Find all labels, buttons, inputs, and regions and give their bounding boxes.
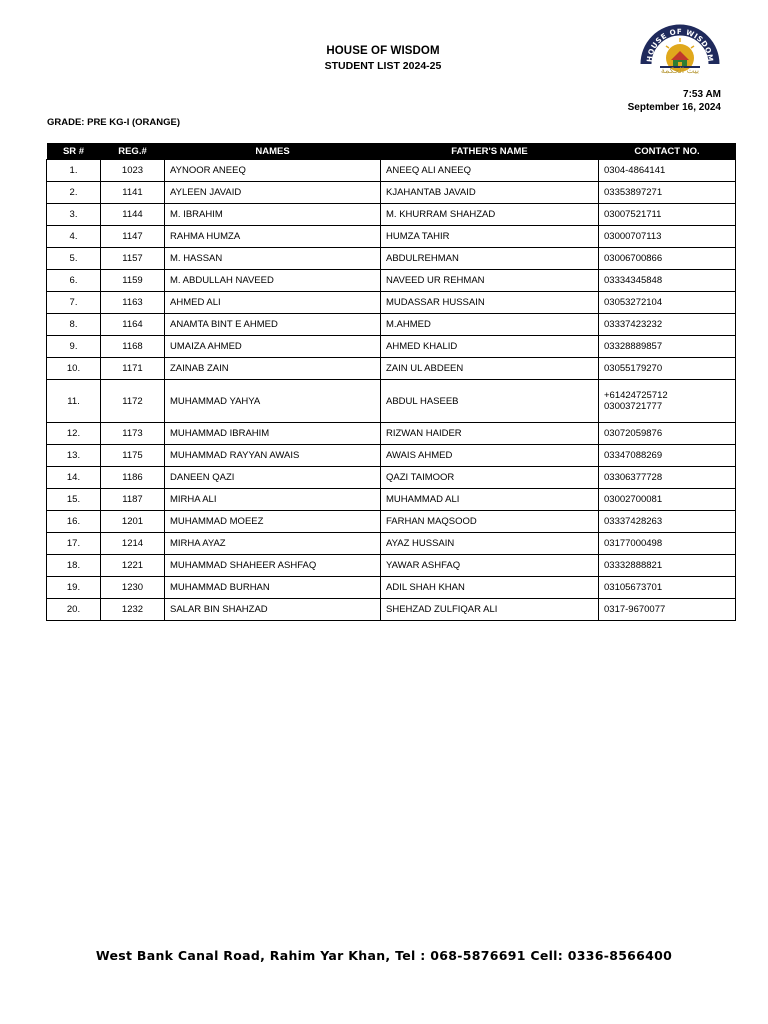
reg-cell: 1157 — [101, 248, 165, 270]
contact-cell — [599, 577, 736, 599]
reg-cell: 1147 — [101, 226, 165, 248]
sr-cell: 1. — [47, 160, 101, 182]
student-name-cell: AYLEEN JAVAID — [165, 182, 381, 204]
table-row — [47, 292, 736, 314]
contact-number: 03332888821 — [604, 560, 663, 571]
student-name-cell: UMAIZA AHMED — [165, 336, 381, 358]
table-row — [47, 599, 736, 621]
father-name-cell: HUMZA TAHIR — [381, 226, 599, 248]
reg-cell: 1187 — [101, 489, 165, 511]
column-header-father: FATHER'S NAME — [381, 143, 599, 160]
student-name-cell: ANAMTA BINT E AHMED — [165, 314, 381, 336]
student-name-cell: M. IBRAHIM — [165, 204, 381, 226]
reg-cell: 1201 — [101, 511, 165, 533]
student-name-cell: MIRHA AYAZ — [165, 533, 381, 555]
table-row — [47, 577, 736, 599]
reg-cell: 1164 — [101, 314, 165, 336]
print-time: 7:53 AM — [683, 89, 721, 100]
table-row — [47, 248, 736, 270]
father-name-cell: MUDASSAR HUSSAIN — [381, 292, 599, 314]
student-name-cell: MIRHA ALI — [165, 489, 381, 511]
student-name-cell: RAHMA HUMZA — [165, 226, 381, 248]
reg-cell: 1141 — [101, 182, 165, 204]
sr-cell: 9. — [47, 336, 101, 358]
contact-cell — [599, 248, 736, 270]
contact-cell — [599, 226, 736, 248]
student-name-cell: MUHAMMAD SHAHEER ASHFAQ — [165, 555, 381, 577]
svg-text:HOUSE OF WISDOM: HOUSE OF WISDOM — [644, 26, 716, 63]
contact-cell — [599, 533, 736, 555]
contact-cell — [599, 358, 736, 380]
table-row — [47, 555, 736, 577]
father-name-cell: KJAHANTAB JAVAID — [381, 182, 599, 204]
contact-cell — [599, 555, 736, 577]
sr-cell: 20. — [47, 599, 101, 621]
reg-cell: 1232 — [101, 599, 165, 621]
table-row — [47, 489, 736, 511]
student-name-cell: MUHAMMAD BURHAN — [165, 577, 381, 599]
sr-cell: 4. — [47, 226, 101, 248]
sr-cell: 15. — [47, 489, 101, 511]
reg-cell: 1172 — [101, 380, 165, 423]
contact-number: 03337423232 — [604, 319, 663, 330]
student-name-cell: M. HASSAN — [165, 248, 381, 270]
contact-number: 03072059876 — [604, 428, 663, 439]
table-row — [47, 380, 736, 423]
grade-label: GRADE: PRE KG-I (ORANGE) — [47, 117, 180, 128]
column-header-sr: SR # — [47, 143, 101, 160]
column-header-names: NAMES — [165, 143, 381, 160]
father-name-cell: RIZWAN HAIDER — [381, 423, 599, 445]
sr-cell: 19. — [47, 577, 101, 599]
father-name-cell: SHEHZAD ZULFIQAR ALI — [381, 599, 599, 621]
reg-cell: 1171 — [101, 358, 165, 380]
contact-number: 03055179270 — [604, 363, 663, 374]
contact-number: 03105673701 — [604, 582, 663, 593]
reg-cell: 1214 — [101, 533, 165, 555]
student-name-cell: MUHAMMAD YAHYA — [165, 380, 381, 423]
father-name-cell: ABDUL HASEEB — [381, 380, 599, 423]
reg-cell: 1023 — [101, 160, 165, 182]
reg-cell: 1163 — [101, 292, 165, 314]
contact-cell — [599, 314, 736, 336]
contact-number: 03334345848 — [604, 275, 663, 286]
father-name-cell: ZAIN UL ABDEEN — [381, 358, 599, 380]
table-row — [47, 204, 736, 226]
sr-cell: 12. — [47, 423, 101, 445]
column-header-reg: REG.# — [101, 143, 165, 160]
reg-cell: 1230 — [101, 577, 165, 599]
sr-cell: 13. — [47, 445, 101, 467]
student-list-table — [46, 143, 736, 621]
sr-cell: 8. — [47, 314, 101, 336]
table-header-row — [47, 143, 736, 160]
reg-cell: 1144 — [101, 204, 165, 226]
student-name-cell: MUHAMMAD IBRAHIM — [165, 423, 381, 445]
column-header-contact: CONTACT NO. — [599, 143, 736, 160]
student-name-cell: AYNOOR ANEEQ — [165, 160, 381, 182]
table-row — [47, 358, 736, 380]
father-name-cell: YAWAR ASHFAQ — [381, 555, 599, 577]
print-date: September 16, 2024 — [627, 102, 721, 113]
father-name-cell: M. KHURRAM SHAHZAD — [381, 204, 599, 226]
student-name-cell: MUHAMMAD RAYYAN AWAIS — [165, 445, 381, 467]
sr-cell: 2. — [47, 182, 101, 204]
contact-cell — [599, 599, 736, 621]
contact-cell — [599, 511, 736, 533]
contact-cell — [599, 336, 736, 358]
logo-tagline: بيت الحكمة — [660, 66, 700, 75]
father-name-cell: M.AHMED — [381, 314, 599, 336]
contact-number: 03007521711 — [604, 209, 662, 220]
table-row — [47, 467, 736, 489]
reg-cell: 1186 — [101, 467, 165, 489]
reg-cell: 1175 — [101, 445, 165, 467]
footer-address: West Bank Canal Road, Rahim Yar Khan, Tel : 068-5876691 Cell: 0336-8566400 — [95, 948, 673, 963]
contact-cell — [599, 445, 736, 467]
father-name-cell: NAVEED UR REHMAN — [381, 270, 599, 292]
sr-cell: 16. — [47, 511, 101, 533]
contact-cell — [599, 292, 736, 314]
reg-cell: 1168 — [101, 336, 165, 358]
table-row — [47, 314, 736, 336]
sr-cell: 6. — [47, 270, 101, 292]
father-name-cell: AWAIS AHMED — [381, 445, 599, 467]
contact-cell — [599, 182, 736, 204]
student-name-cell: DANEEN QAZI — [165, 467, 381, 489]
contact-number: 03337428263 — [604, 516, 663, 527]
student-name-cell: AHMED ALI — [165, 292, 381, 314]
table-row — [47, 533, 736, 555]
sr-cell: 18. — [47, 555, 101, 577]
contact-cell — [599, 489, 736, 511]
contact-number: +61424725712 — [604, 390, 668, 401]
sr-cell: 17. — [47, 533, 101, 555]
sr-cell: 11. — [47, 380, 101, 423]
father-name-cell: ANEEQ ALI ANEEQ — [381, 160, 599, 182]
sr-cell: 7. — [47, 292, 101, 314]
contact-cell — [599, 423, 736, 445]
student-name-cell: ZAINAB ZAIN — [165, 358, 381, 380]
sr-cell: 14. — [47, 467, 101, 489]
sr-cell: 5. — [47, 248, 101, 270]
table-row — [47, 226, 736, 248]
father-name-cell: AHMED KHALID — [381, 336, 599, 358]
table-row — [47, 511, 736, 533]
sr-cell: 10. — [47, 358, 101, 380]
contact-number: 03347088269 — [604, 450, 663, 461]
reg-cell: 1173 — [101, 423, 165, 445]
father-name-cell: FARHAN MAQSOOD — [381, 511, 599, 533]
contact-number: 03002700081 — [604, 494, 663, 505]
table-row — [47, 182, 736, 204]
table-row — [47, 445, 736, 467]
table-row — [47, 423, 736, 445]
student-name-cell: MUHAMMAD MOEEZ — [165, 511, 381, 533]
student-name-cell: M. ABDULLAH NAVEED — [165, 270, 381, 292]
contact-cell — [599, 467, 736, 489]
contact-number: 03000707113 — [604, 231, 662, 242]
reg-cell: 1159 — [101, 270, 165, 292]
table-row — [47, 160, 736, 182]
father-name-cell: ABDULREHMAN — [381, 248, 599, 270]
contact-number: 03053272104 — [604, 297, 663, 308]
contact-cell — [599, 204, 736, 226]
sr-cell: 3. — [47, 204, 101, 226]
father-name-cell: ADIL SHAH KHAN — [381, 577, 599, 599]
contact-cell — [599, 270, 736, 292]
contact-number-secondary: 03003721777 — [604, 401, 663, 412]
student-name-cell: SALAR BIN SHAHZAD — [165, 599, 381, 621]
contact-number: 03177000498 — [604, 538, 663, 549]
page-title: HOUSE OF WISDOM — [326, 45, 440, 57]
table-row — [47, 336, 736, 358]
father-name-cell: QAZI TAIMOOR — [381, 467, 599, 489]
table-body — [47, 160, 736, 621]
contact-number: 0317-9670077 — [604, 604, 666, 615]
father-name-cell: MUHAMMAD ALI — [381, 489, 599, 511]
contact-number: 0304-4864141 — [604, 165, 666, 176]
contact-number: 03006700866 — [604, 253, 663, 264]
contact-cell — [599, 160, 736, 182]
contact-number: 03353897271 — [604, 187, 663, 198]
contact-number: 03328889857 — [604, 341, 663, 352]
contact-number: 03306377728 — [604, 472, 663, 483]
contact-cell — [599, 380, 736, 423]
reg-cell: 1221 — [101, 555, 165, 577]
table-row — [47, 270, 736, 292]
page-subtitle: STUDENT LIST 2024-25 — [324, 60, 442, 72]
father-name-cell: AYAZ HUSSAIN — [381, 533, 599, 555]
